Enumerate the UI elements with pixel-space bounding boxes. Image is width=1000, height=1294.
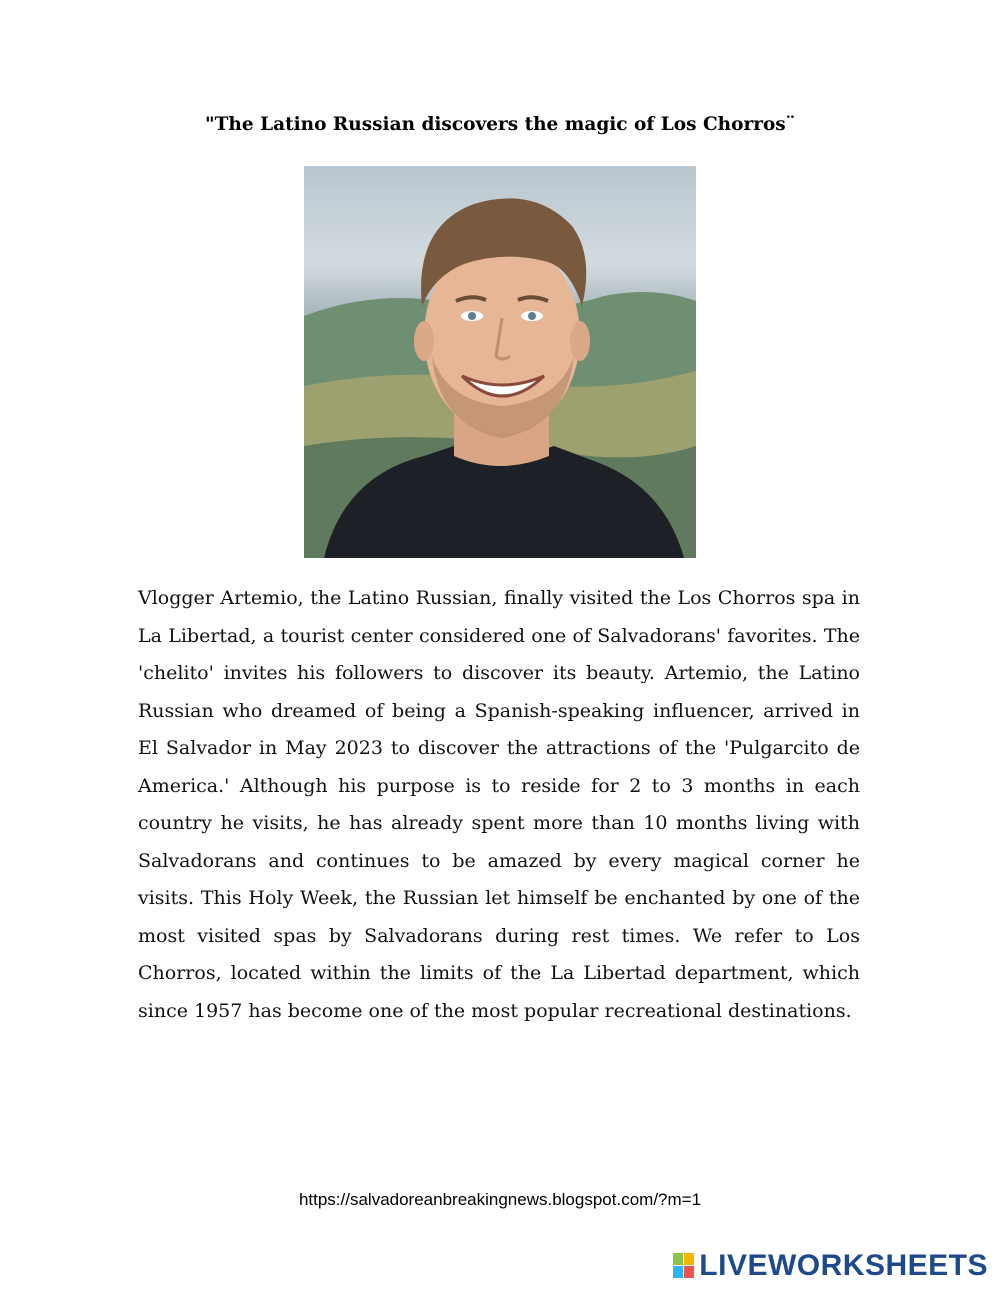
liveworksheets-logo-icon xyxy=(673,1253,695,1279)
source-link[interactable]: https://salvadoreanbreakingnews.blogspot.com/?m=1 xyxy=(298,1190,702,1209)
liveworksheets-logo xyxy=(673,1251,988,1281)
portrait-illustration xyxy=(304,166,696,558)
liveworksheets-logo-text: LIVEWORKSHEETS xyxy=(699,1249,988,1282)
article-title: "The Latino Russian discovers the magic of Los Chorros¨ xyxy=(205,114,795,135)
article-photo xyxy=(304,166,696,558)
article-body: Vlogger Artemio, the Latino Russian, finally visited the Los Chorros spa in La Libertad, a tourist center considered one of Salvadorans' favorites. The 'chelito' invites his followers to discover its beauty. Artemio, the Latino Russian who dreamed of being a Spanish-speaking influencer, arrived in El Salvador in May 2023 to discover the attractions of the 'Pulgarcito de America.' Although his purpose is to reside for 2 to 3 months in each country he visits, he has already spent more than 10 months living with Salvadorans and continues to be amazed by every magical corner he visits. This Holy Week, the Russian let himself be enchanted by one of the most visited spas by Salvadorans during rest times. We refer to Los Chorros, located within the limits of the La Libertad department, which since 1957 has become one of the most popular recreational destinations. xyxy=(138,587,860,1022)
